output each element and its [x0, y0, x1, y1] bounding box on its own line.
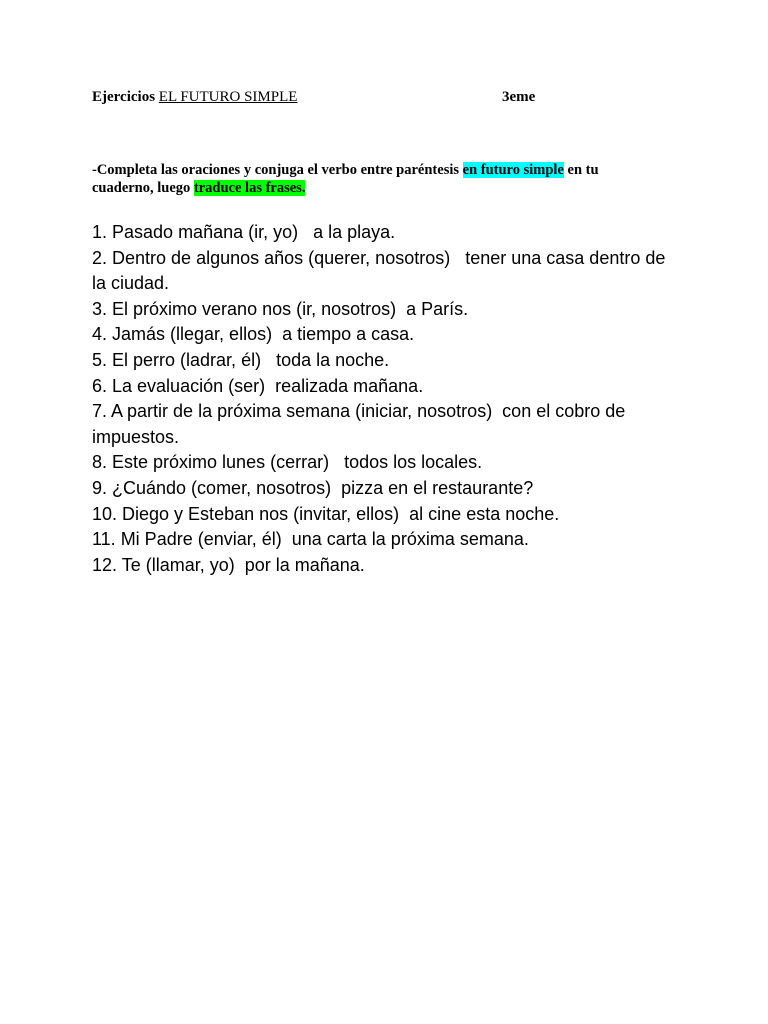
exercise-item-8: 8. Este próximo lunes (cerrar) todos los locales.: [92, 452, 483, 473]
exercise-list: [92, 220, 682, 578]
exercise-item-12: 12. Te (llamar, yo) por la mañana.: [92, 554, 365, 575]
class-level: 3eme: [502, 89, 536, 105]
exercise-item-7: 7. A partir de la próxima semana (iniciar, nosotros) con el cobro de impuestos.: [92, 401, 631, 447]
exercise-item-4: 4. Jamás (llegar, ellos) a tiempo a casa.: [92, 324, 415, 345]
exercise-item-9: 9. ¿Cuándo (comer, nosotros) pizza en el restaurante?: [92, 477, 534, 498]
instructions-text-1: -Completa las oraciones y conjuga el verbo entre paréntesis: [92, 162, 463, 178]
highlight-futuro-simple: en futuro simple: [462, 162, 564, 178]
worksheet-header: [92, 88, 692, 106]
instructions: [92, 161, 652, 197]
exercise-item-3: 3. El próximo verano nos (ir, nosotros) a París.: [92, 298, 469, 319]
exercise-item-10: 10. Diego y Esteban nos (invitar, ellos) al cine esta noche.: [92, 503, 560, 524]
instructions-text-2: en tu cuaderno, luego: [92, 162, 599, 196]
exercise-item-5: 5. El perro (ladrar, él) toda la noche.: [92, 349, 390, 370]
worksheet-title: EL FUTURO SIMPLE: [158, 89, 298, 105]
highlight-traduce: traduce las frases.: [193, 180, 306, 196]
header-label: Ejercicios: [92, 89, 156, 105]
exercise-item-11: 11. Mi Padre (enviar, él) una carta la próxima semana.: [92, 529, 529, 550]
exercise-item-2: 2. Dentro de algunos años (querer, nosotros) tener una casa dentro de la ciudad.: [92, 247, 671, 294]
exercise-item-1: 1. Pasado mañana (ir, yo) a la playa.: [92, 222, 396, 242]
exercise-item-6: 6. La evaluación (ser) realizada mañana.: [92, 375, 424, 396]
